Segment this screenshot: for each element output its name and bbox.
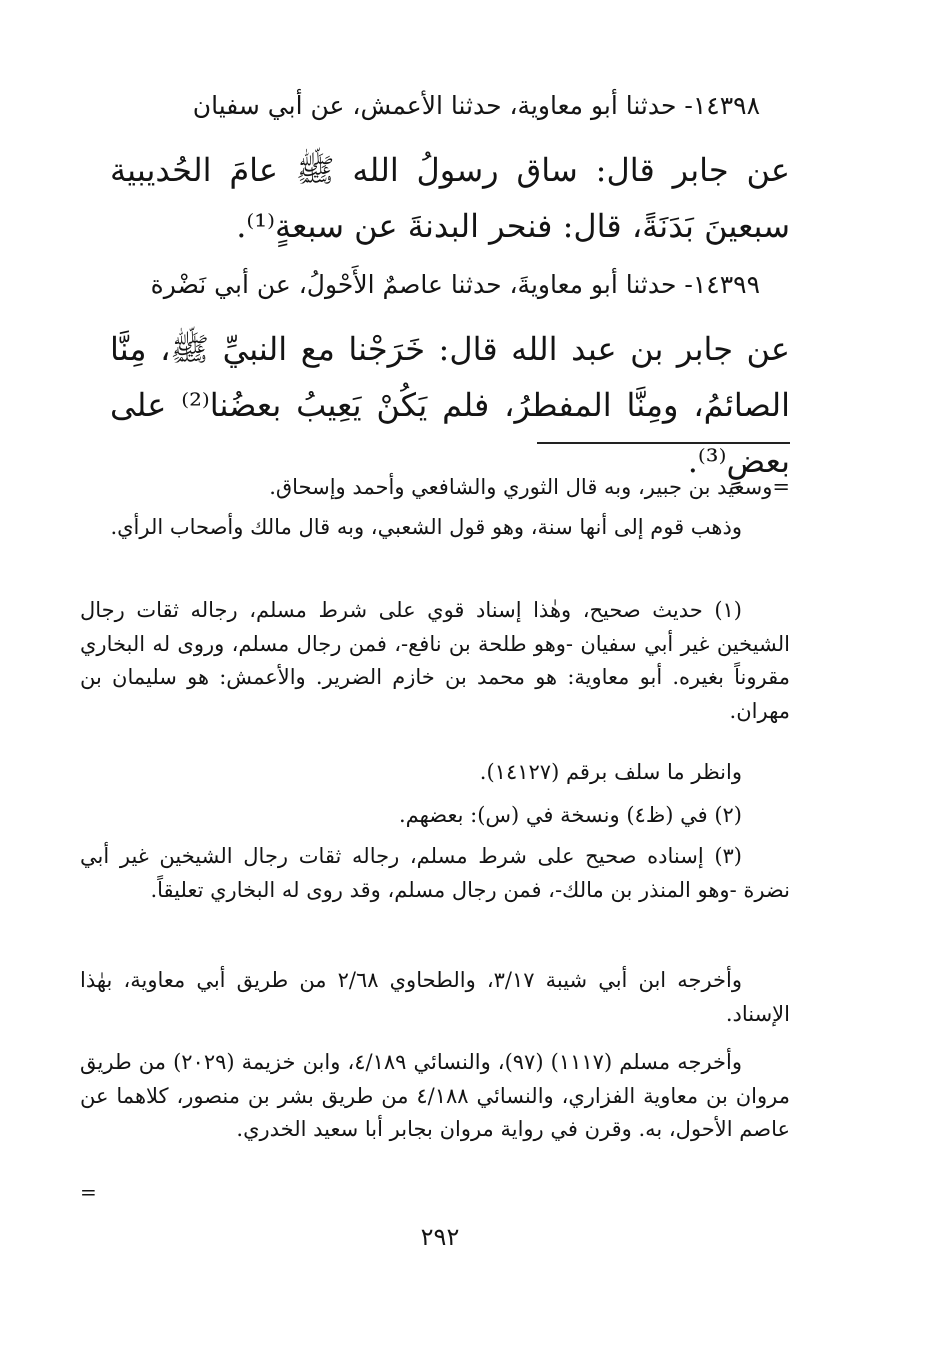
page-number: ٢٩٢: [420, 1223, 460, 1251]
continuation-mark: =: [80, 1180, 97, 1204]
footnote-3-source-2: وأخرجه مسلم (١١١٧) (٩٧)، والنسائي ٤/١٨٩، وابن خزيمة (٢٠٢٩) من طريق مروان بن معاوية الفزاري، والنسائي ٤/١٨٨ من طريق بشر بن منصور، كلاهما عن عاصم الأحول، به. وقرن في رواية مروان بجابر أبا سعيد الخدري.: [80, 1050, 790, 1141]
footnote-3: (٣) إسناده صحيح على شرط مسلم، رجاله ثقات رجال الشيخين غير أبي نضرة -وهو المنذر بن مالك-، فمن رجال مسلم، وقد روى له البخاري تعليقاً.: [80, 844, 790, 902]
hadith-14399-header: ١٤٣٩٩- حدثنا أبو معاويةَ، حدثنا عاصمٌ الأَحْولُ، عن أبي نَضْرة: [150, 270, 760, 299]
footnote-1: (١) حديث صحيح، وهٰذا إسناد قوي على شرط مسلم، رجاله ثقات رجال الشيخين غير أبي سفيان -وهو طلحة بن نافع-، فمن رجال مسلم، وروى له البخاري مقروناً بغيره. أبو معاوية: هو محمد بن خازم الضرير. والأعمش: هو سليمان بن مهران.: [80, 598, 790, 723]
footnote-continuation: =وسعيد بن جبير، وبه قال الثوري والشافعي وأحمد وإسحاق.: [269, 475, 790, 499]
footnote-2: (٢) في (ظ٤) ونسخة في (س): بعضهم.: [398, 803, 742, 827]
hadith-14399-text: عن جابر بن عبد الله قال: خَرَجْنا مع النبيِّ ﷺ، مِنَّا الصائمُ، ومِنَّا المفطرُ، فلم يَكُنْ يَعِيبُ بعضُنا⁽²⁾ على بعضٍ⁽³⁾.: [110, 330, 791, 480]
footnote-1-see-also: وانظر ما سلف برقم (١٤١٢٧).: [479, 760, 742, 784]
footnote-3-source-1: وأخرجه ابن أبي شيبة ٣/١٧، والطحاوي ٢/٦٨ من طريق أبي معاوية، بهٰذا الإسناد.: [80, 968, 790, 1026]
hadith-14398-text: عن جابر قال: ساق رسولُ الله ﷺ عامَ الحُديبية سبعينَ بَدَنَةً، قال: فنحر البدنةَ عن سبعةٍ⁽¹⁾.: [110, 151, 790, 245]
footnote-separator: [537, 442, 790, 444]
hadith-14398-header: ١٤٣٩٨- حدثنا أبو معاوية، حدثنا الأعمش، عن أبي سفيان: [192, 91, 760, 120]
footnote-continuation-opinion: وذهب قوم إلى أنها سنة، وهو قول الشعبي، وبه قال مالك وأصحاب الرأي.: [110, 515, 742, 539]
